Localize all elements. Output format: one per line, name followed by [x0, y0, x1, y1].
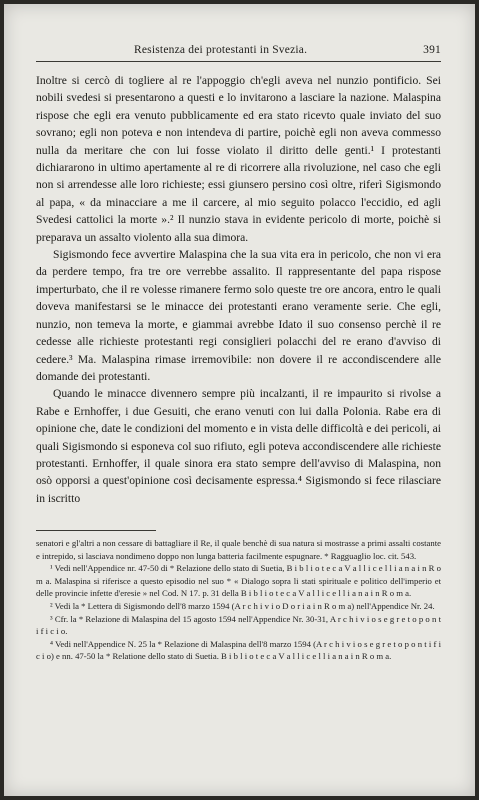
body-text [36, 72, 441, 507]
page-header [36, 44, 441, 60]
footnotes [36, 537, 441, 663]
footnote-1: ¹ Vedi nell'Appendice nr. 47-50 di * Relazione dello stato di Suetia, B i b l i o t e c a V a l l i c e l l i a n a i n R o m a. Malaspina si riferisce a questo episodio nel suo * « Dialogo sopra li stati spirituale e politico dell'imperio et delle provincie infette d'eresie » nel Cod. N 17. p. 31 della B i b l i o t e c a V a l l i c e l l i a n a i n R o m a. [36, 563, 441, 599]
paragraph: Quando le minacce divennero sempre più incalzanti, il re impaurito si rivolse a Rabe e Ernhoffer, i due Gesuiti, che erano venuti con lui dalla Polonia. Rabe era di opinione che, date le condizioni del momento e in vista delle difficoltà e dei pericoli, ai quali Sigismondo si esponeva col suo rifiuto, egli poteva accondiscendere alle richieste protestanti. Ernhoffer, il quale sinora era stato sempre dell'avviso di Malaspina, non osò opporsi a quest'opinione così decisamente espressa.⁴ Sigismondo si fece rilasciare in iscritto [36, 387, 441, 505]
footnote-3: ³ Cfr. la * Relazione di Malaspina del 15 agosto 1594 nell'Appendice Nr. 30-31, A r c h i v i o s e g r e t o p o n t i f i c i o. [36, 613, 441, 637]
paragraph: Inoltre si cercò di togliere al re l'appoggio ch'egli aveva nel nunzio pontificio. Sei nobili svedesi si presentarono a questi e lo invitarono a lasciare la nazione. Malaspina rispose che egli era venuto pubblicamente ed era stato ricevto quale inviato del suo sovrano; egli non poteva e non intendeva di partire, poichè egli non aveva commesso nulla da meritare che con lui fosse violato il diritto delle genti.¹ I protestanti dichiararono in ultimo apertamente al re di ricorrere alla rivoluzione, nel caso che egli non si arrendesse alle loro richieste; essi giunsero persino così oltre, riferì Sigismondo al papa, « da minacciare a me il carcere, al mio seguito polacco l'eccidio, ed agli Svedesi cattolici la morte ».² Il nunzio stava in evidente pericolo di morte, poichè si preparava un assalto violento alla sua dimora. [36, 74, 441, 244]
book-page [4, 4, 475, 796]
paragraph: Sigismondo fece avvertire Malaspina che la sua vita era in pericolo, che non vi era da perdere tempo, fra tre ore verrebbe assalito. Il rappresentante del papa rispose imperturbato, che il re volesse rimanere fermo solo queste tre ore ancora, entro le quali doveva manifestarsi se le minacce dei protestanti erano veramente serie. Che egli, nunzio, non temeva la morte, e giammai avrebbe Idato il suo consenso perchè il re cedesse alle richieste protestanti regi consiglieri polacchi del re erano d'avviso di cedere.³ Ma. Malaspina rimase irremovibile: non dovere il re accondiscendere alle domande dei protestanti. [36, 248, 441, 383]
footnote-continuation: senatori e gl'altri a non cessare di battagliare il Re, il quale benchè di sua natura si mostrasse a primi assalti costante e intrepido, si lasciava nondimeno doppo non lunga batteria facilmente espugnare. * Ragguaglio loc. cit. 543. [36, 538, 441, 561]
page-number: 391 [423, 44, 441, 56]
footnote-2: ² Vedi la * Lettera di Sigismondo dell'8 marzo 1594 (A r c h i v i o D o r i a i n R o m a) nell'Appendice Nr. 24. [50, 600, 435, 611]
running-title: Resistenza dei protestanti in Svezia. [134, 44, 308, 56]
footnote-4: ⁴ Vedi nell'Appendice N. 25 la * Relazione di Malaspina dell'8 marzo 1594 (A r c h i v i o s e g r e t o p o n t i f i c i o) e nn. 47-50 la * Relatione dello stato di Suetia. B i b l i o t e c a V a l l i c e l l i a n a i n R o m a. [36, 638, 441, 662]
footnote-rule [36, 530, 156, 531]
header-rule [36, 61, 441, 62]
